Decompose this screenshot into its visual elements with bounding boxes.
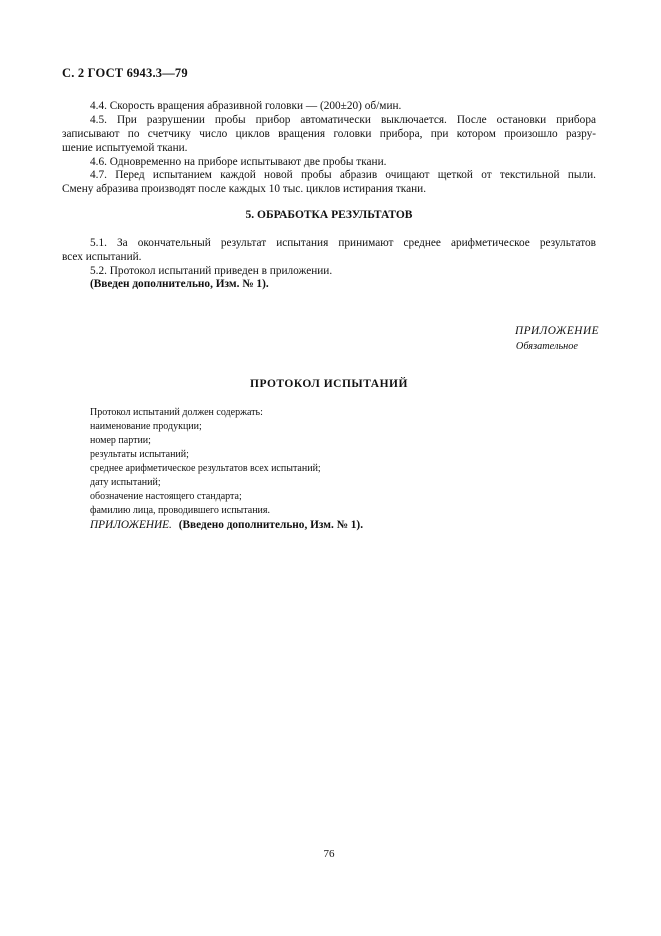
appendix-title: ПРИЛОЖЕНИЕ [514, 325, 599, 337]
protocol-item: среднее арифметическое результатов всех испытаний; [90, 463, 321, 474]
protocol-item: обозначение настоящего стандарта; [90, 491, 242, 502]
appendix-note-amendment: (Введено дополнительно, Изм. № 1). [178, 519, 364, 531]
paragraph-4-5-line-2: записывают по счетчику число циклов вращения головки прибора, при котором произошло разру- [62, 128, 596, 140]
paragraph-4-4: 4.4. Скорость вращения абразивной головки — (200±20) об/мин. [90, 100, 402, 112]
paragraph-5-1-line-1 [62, 236, 596, 250]
paragraph-4-7-line-1-text: 4.7. Перед испытанием каждой новой пробы абразив очищают щеткой от текстильной пыли. [90, 169, 596, 181]
amendment-note: (Введен дополнительно, Изм. № 1). [90, 278, 269, 290]
paragraph-4-5-line-3: шение испытуемой ткани. [62, 142, 188, 154]
protocol-intro: Протокол испытаний должен содержать: [90, 407, 263, 418]
paragraph-4-7-line-1 [62, 168, 596, 182]
protocol-heading: ПРОТОКОЛ ИСПЫТАНИЙ [250, 378, 408, 390]
paragraph-4-7-line-2: Смену абразива производят после каждых 10 тыс. циклов истирания ткани. [62, 183, 427, 195]
paragraph-4-5-line-1-text: 4.5. При разрушении пробы прибор автоматически выключается. После остановки прибора [90, 114, 596, 126]
protocol-item: дату испытаний; [90, 477, 161, 488]
paragraph-5-1-line-1-text: 5.1. За окончательный результат испытания принимают среднее арифметическое результатов [90, 237, 596, 249]
section-5-heading: 5. ОБРАБОТКА РЕЗУЛЬТАТОВ [245, 209, 413, 221]
paragraph-4-5-line-1 [62, 113, 596, 127]
protocol-item: результаты испытаний; [90, 449, 189, 460]
protocol-item: фамилию лица, проводившего испытания. [90, 505, 271, 516]
page-number: 76 [323, 848, 335, 860]
protocol-item: наименование продукции; [90, 421, 202, 432]
appendix-note-label: ПРИЛОЖЕНИЕ. [90, 519, 172, 531]
appendix-amendment-note [90, 518, 363, 532]
protocol-item: номер партии; [90, 435, 151, 446]
paragraph-4-6: 4.6. Одновременно на приборе испытывают две пробы ткани. [90, 156, 387, 168]
paragraph-5-2: 5.2. Протокол испытаний приведен в приложении. [90, 265, 333, 277]
appendix-status: Обязательное [515, 341, 578, 352]
page-header: С. 2 ГОСТ 6943.3—79 [62, 66, 188, 80]
paragraph-5-1-line-2: всех испытаний. [62, 251, 142, 263]
